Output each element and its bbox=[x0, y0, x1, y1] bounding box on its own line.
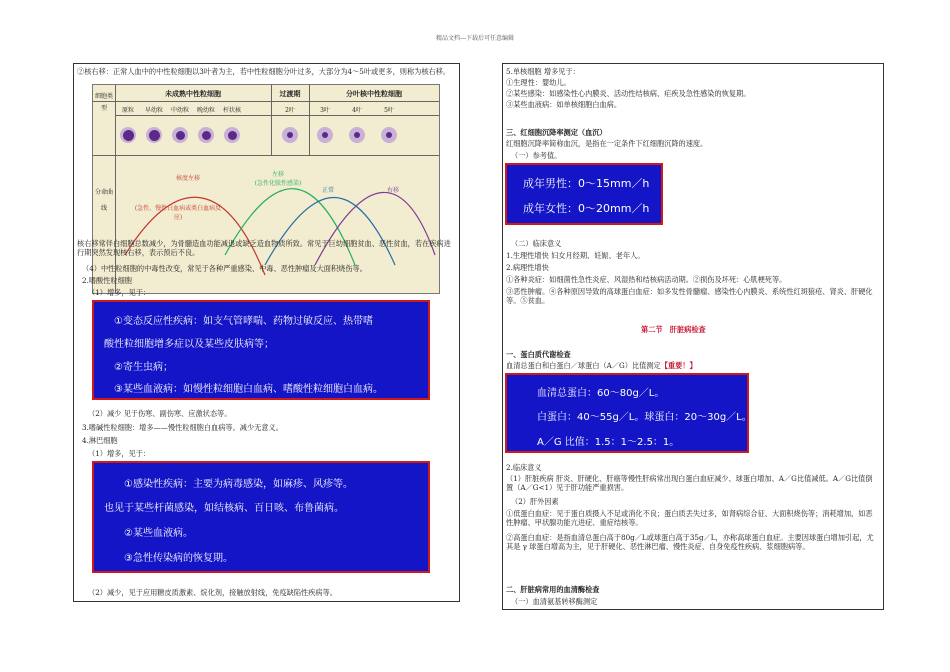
label-normal: 正常 bbox=[321, 187, 334, 194]
esr-patho-2: ③恶性肿瘤。④各种原因导致的高球蛋白血症：如多发性骨髓瘤、感染性心内膜炎、系统性红斑狼疮、肾炎、肝硬化等。⑤贫血。 bbox=[506, 287, 873, 305]
extrahepatic: （2）肝外因素 bbox=[511, 497, 559, 506]
lym-line-2: 也见于某些杆菌感染，如结核病、百日咳、布鲁菌病。 bbox=[104, 503, 344, 514]
left-page bbox=[73, 63, 460, 602]
column-8: 4叶 bbox=[352, 107, 362, 114]
esr-reference: （一）参考值。 bbox=[511, 151, 562, 160]
row-label-cell-type: 细胞类型 bbox=[95, 93, 114, 112]
eos-line-4: ③某些血液病：如慢性粒细胞白血病、嗜酸性粒细胞白血病。 bbox=[114, 384, 383, 395]
important-tag: 【重要！】 bbox=[660, 361, 697, 370]
protein-heading: 一、蛋白质代谢检查 bbox=[506, 350, 571, 359]
lym-line-1: ①感染性疾病：主要为病毒感染，如麻疹、风疹等。 bbox=[124, 479, 353, 490]
esr-heading: 三、红细胞沉降率测定（血沉） bbox=[506, 128, 607, 137]
cell-image-6 bbox=[282, 127, 298, 143]
cell-image-2 bbox=[146, 127, 162, 143]
esr-patho: 2.病理性增快 bbox=[506, 263, 549, 272]
hypoproteinemia: ①低蛋白血症：见于蛋白质摄入不足或消化不良；蛋白质丢失过多，如肾病综合征、大面积烧伤等；消耗增加，如恶性肿瘤、甲状腺功能亢进症、重症结核等。 bbox=[506, 509, 873, 527]
liver-disease: （1）肝脏疾病 肝炎、肝硬化、肝癌等慢性肝病常出现白蛋白血症减少、球蛋白增加、A／G比值减低。A／G比值倒置（A／G<1）见于肝功能严重损害。 bbox=[506, 474, 873, 492]
eosinophil-box bbox=[92, 300, 430, 400]
column-1: 原粒 bbox=[121, 107, 134, 114]
protein-clinical: 2.临床意义 bbox=[506, 463, 542, 472]
para-toxic: （4）中性粒细胞的中毒性改变，常见于各种严重感染、中毒、恶性肿瘤及大面积烧伤等。 bbox=[82, 264, 367, 273]
cell-image-5 bbox=[224, 127, 240, 143]
section-title: 第二节 肝脏病检查 bbox=[641, 325, 706, 334]
lymphocyte-box bbox=[92, 461, 430, 573]
esr-patho-1: ①各种炎症：如细菌性急性炎症、风湿热和结核病活动期。②损伤及坏死：心肌梗死等。 bbox=[506, 275, 787, 284]
row-label-curve: 分命曲线 bbox=[95, 189, 114, 212]
total-protein: 血清总蛋白：60～80g／L。 bbox=[537, 388, 665, 399]
lym-line-3: ②某些血液病。 bbox=[124, 528, 193, 539]
lymphocyte-increase: （1）增多，见于： bbox=[88, 449, 151, 458]
esr-clinical: （二）临床意义 bbox=[511, 239, 562, 248]
label-right: 右移 bbox=[386, 187, 399, 194]
cell-image-4 bbox=[198, 127, 214, 143]
monocyte-2: ②某些感染：如感染性心内膜炎、活动性结核病、疟疾及急性感染的恢复期。 bbox=[506, 89, 751, 98]
neutrophil-shift-figure bbox=[92, 84, 440, 294]
protein-test: 血清总蛋白和白蛋白／球蛋白（A／G）比值测定【重要！】 bbox=[506, 361, 697, 370]
group-segmented: 分叶核中性粒细胞 bbox=[346, 89, 402, 98]
esr-box bbox=[505, 163, 663, 225]
page-header: 精品文档---下载后可任意编辑 bbox=[435, 35, 515, 42]
monocyte-1: ①生理性：婴幼儿。 bbox=[506, 78, 571, 87]
intro-text: ②核右移：正常人血中的中性粒细胞以3叶者为主，若中性粒细胞分叶过多，大部分为4～5叶或更多，则称为核右移。 bbox=[77, 67, 451, 76]
transaminase: （一）血清氨基转移酶测定 bbox=[511, 597, 598, 606]
label-left-sub: (急性化脓性感染) bbox=[254, 180, 302, 187]
heading-lymphocyte: 4.淋巴细胞 bbox=[82, 436, 118, 445]
column-5: 杆状核 bbox=[222, 107, 241, 114]
eos-line-2: 酸性粒细胞增多症以及某些皮肤病等； bbox=[104, 339, 274, 350]
albumin-globulin: 白蛋白：40～55g／L。球蛋白：20～30g／L。 bbox=[537, 412, 752, 423]
column-2: 早幼粒 bbox=[144, 107, 163, 114]
eosinophil-decrease: （2）减少 见于伤寒、副伤寒、应激状态等。 bbox=[88, 409, 232, 418]
cell-image-3 bbox=[172, 127, 188, 143]
column-9: 5叶 bbox=[384, 107, 394, 114]
eosinophil-increase: （1）增多，见于： bbox=[88, 288, 151, 297]
column-3: 中幼粒 bbox=[170, 107, 189, 114]
ag-ratio: A／G 比值：1.5：1～2.5：1。 bbox=[537, 437, 680, 448]
esr-male: 成年男性：0～15mm／h bbox=[523, 177, 650, 190]
protein-box bbox=[505, 373, 752, 453]
para-right-shift: 核右移常伴白细胞总数减少，为骨髓造血功能减退或缺乏造血物质所致。常见于巨幼细胞贫血、恶性贫血，若在疾病进行期突然发现核右移，表示预后不良。 bbox=[77, 239, 451, 257]
cell-image-8 bbox=[349, 127, 365, 143]
hyperproteinemia: ②高蛋白血症：是指血清总蛋白高于80g／L或球蛋白高于35g／L，亦称高球蛋白血症。主要因球蛋白增加引起，尤其是 γ 球蛋白增高为主，见于肝硬化、恶性淋巴瘤、慢性炎症、自身免疫性疾病、浆细胞病等。 bbox=[506, 533, 874, 551]
label-severe-left-sub: (急性、慢性白血病或类白血病反应) bbox=[134, 205, 222, 221]
monocyte-3: ③某些血液病：如单核细胞白血病。 bbox=[506, 100, 622, 109]
basophil-text: 3.嗜碱性粒细胞：增多——慢性粒细胞白血病等。减少无意义。 bbox=[82, 423, 283, 432]
label-severe-left: 核度左移 bbox=[175, 175, 200, 182]
lym-line-4: ③急性传染病的恢复期。 bbox=[124, 553, 233, 564]
group-transition: 过渡期 bbox=[279, 89, 301, 98]
column-7: 3叶 bbox=[320, 107, 330, 114]
monocyte-heading: 5.单核细胞 增多见于： bbox=[506, 67, 580, 76]
label-left: 左移 bbox=[271, 171, 284, 178]
right-page bbox=[502, 63, 884, 610]
esr-female: 成年女性：0～20mm／h bbox=[523, 202, 650, 215]
enzyme-heading: 二、肝脏病常用的血清酶检查 bbox=[506, 585, 600, 594]
eos-line-3: ②寄生虫病； bbox=[114, 362, 173, 373]
group-immature: 未成熟中性粒细胞 bbox=[165, 89, 221, 98]
column-6: 2叶 bbox=[285, 107, 295, 114]
lymphocyte-decrease: （2）减少，见于应用糖皮质激素、烷化剂，接触放射线，免疫缺陷性疾病等。 bbox=[88, 588, 337, 597]
esr-physio: 1.生理性增快 妇女月经期、妊娠、老年人。 bbox=[506, 251, 645, 260]
cell-image-9 bbox=[381, 127, 397, 143]
cell-image-1 bbox=[120, 127, 136, 143]
column-4: 晚幼粒 bbox=[196, 107, 215, 114]
cell-image-7 bbox=[317, 127, 333, 143]
heading-eosinophil: 2.嗜酸性粒细胞 bbox=[82, 276, 132, 285]
eos-line-1: ①变态反应性疾病：如支气管哮喘、药物过敏反应、热带嗜 bbox=[114, 316, 373, 327]
esr-definition: 红细胞沉降率简称血沉，是指在一定条件下红细胞沉降的速度。 bbox=[506, 139, 708, 148]
